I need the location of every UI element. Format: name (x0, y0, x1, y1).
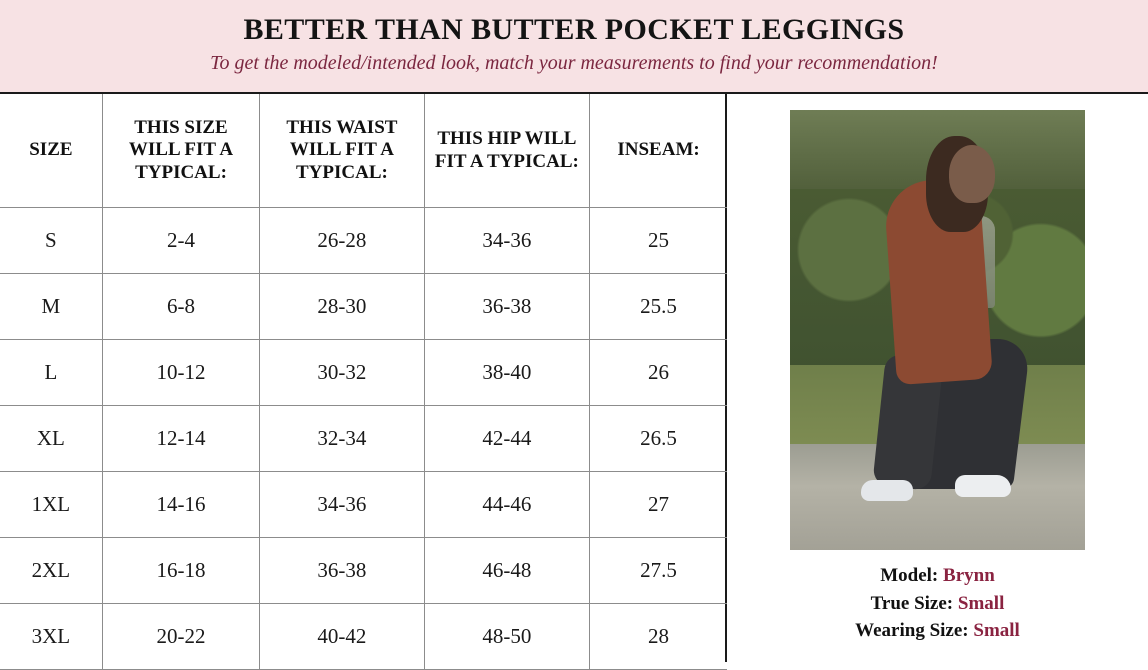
cell-inseam: 27.5 (590, 538, 727, 604)
cell-inseam: 26.5 (590, 406, 727, 472)
cell-waist: 26-28 (260, 208, 424, 274)
chart-header (0, 0, 1148, 94)
cell-hip: 38-40 (424, 340, 589, 406)
column-header-hip: THIS HIP WILL FIT A TYPICAL: (424, 94, 589, 208)
cell-hip: 44-46 (424, 472, 589, 538)
cell-inseam: 25.5 (590, 274, 727, 340)
table-row (0, 208, 727, 274)
table-row (0, 274, 727, 340)
column-header-fit: THIS SIZE WILL FIT A TYPICAL: (102, 94, 259, 208)
column-header-size: SIZE (0, 94, 102, 208)
cell-size: S (0, 208, 102, 274)
table-header-row (0, 94, 727, 208)
model-name-line (727, 562, 1148, 590)
cell-inseam: 28 (590, 604, 727, 670)
model-face (949, 145, 995, 203)
column-header-inseam: INSEAM: (590, 94, 727, 208)
cell-waist: 28-30 (260, 274, 424, 340)
chart-body (0, 94, 1148, 662)
cell-fit: 10-12 (102, 340, 259, 406)
cell-fit: 12-14 (102, 406, 259, 472)
page-subtitle: To get the modeled/intended look, match your measurements to find your recommendation! (210, 51, 938, 74)
cell-fit: 14-16 (102, 472, 259, 538)
cell-waist: 36-38 (260, 538, 424, 604)
cell-waist: 32-34 (260, 406, 424, 472)
cell-hip: 48-50 (424, 604, 589, 670)
cell-waist: 34-36 (260, 472, 424, 538)
model-wearing-size-label: Wearing Size: (855, 620, 969, 642)
model-shoe-back (861, 480, 913, 501)
cell-size: M (0, 274, 102, 340)
cell-hip: 34-36 (424, 208, 589, 274)
model-wearing-size-line (727, 617, 1148, 645)
cell-fit: 20-22 (102, 604, 259, 670)
cell-waist: 30-32 (260, 340, 424, 406)
model-panel (727, 94, 1148, 662)
cell-inseam: 27 (590, 472, 727, 538)
cell-size: 2XL (0, 538, 102, 604)
table-row (0, 406, 727, 472)
table-row (0, 340, 727, 406)
cell-fit: 16-18 (102, 538, 259, 604)
cell-size: XL (0, 406, 102, 472)
cell-size: L (0, 340, 102, 406)
model-true-size-value: Small (957, 592, 1005, 614)
size-table-area (0, 94, 727, 662)
page-title: BETTER THAN BUTTER POCKET LEGGINGS (243, 13, 905, 46)
model-true-size-label: True Size: (870, 592, 954, 614)
table-row (0, 604, 727, 670)
cell-size: 1XL (0, 472, 102, 538)
model-photo (790, 110, 1085, 550)
table-row (0, 538, 727, 604)
cell-inseam: 26 (590, 340, 727, 406)
cell-hip: 42-44 (424, 406, 589, 472)
model-wearing-size-value: Small (973, 620, 1020, 642)
cell-hip: 36-38 (424, 274, 589, 340)
model-caption (727, 562, 1148, 645)
model-name-label: Model: (880, 565, 939, 586)
model-shoe-front (955, 475, 1011, 497)
cell-waist: 40-42 (260, 604, 424, 670)
cell-inseam: 25 (590, 208, 727, 274)
size-table (0, 94, 727, 670)
cell-hip: 46-48 (424, 538, 589, 604)
column-header-waist: THIS WAIST WILL FIT A TYPICAL: (260, 94, 424, 208)
model-name-value: Brynn (943, 565, 995, 586)
cell-fit: 2-4 (102, 208, 259, 274)
cell-size: 3XL (0, 604, 102, 670)
model-true-size-line (727, 590, 1148, 618)
cell-fit: 6-8 (102, 274, 259, 340)
table-row (0, 472, 727, 538)
